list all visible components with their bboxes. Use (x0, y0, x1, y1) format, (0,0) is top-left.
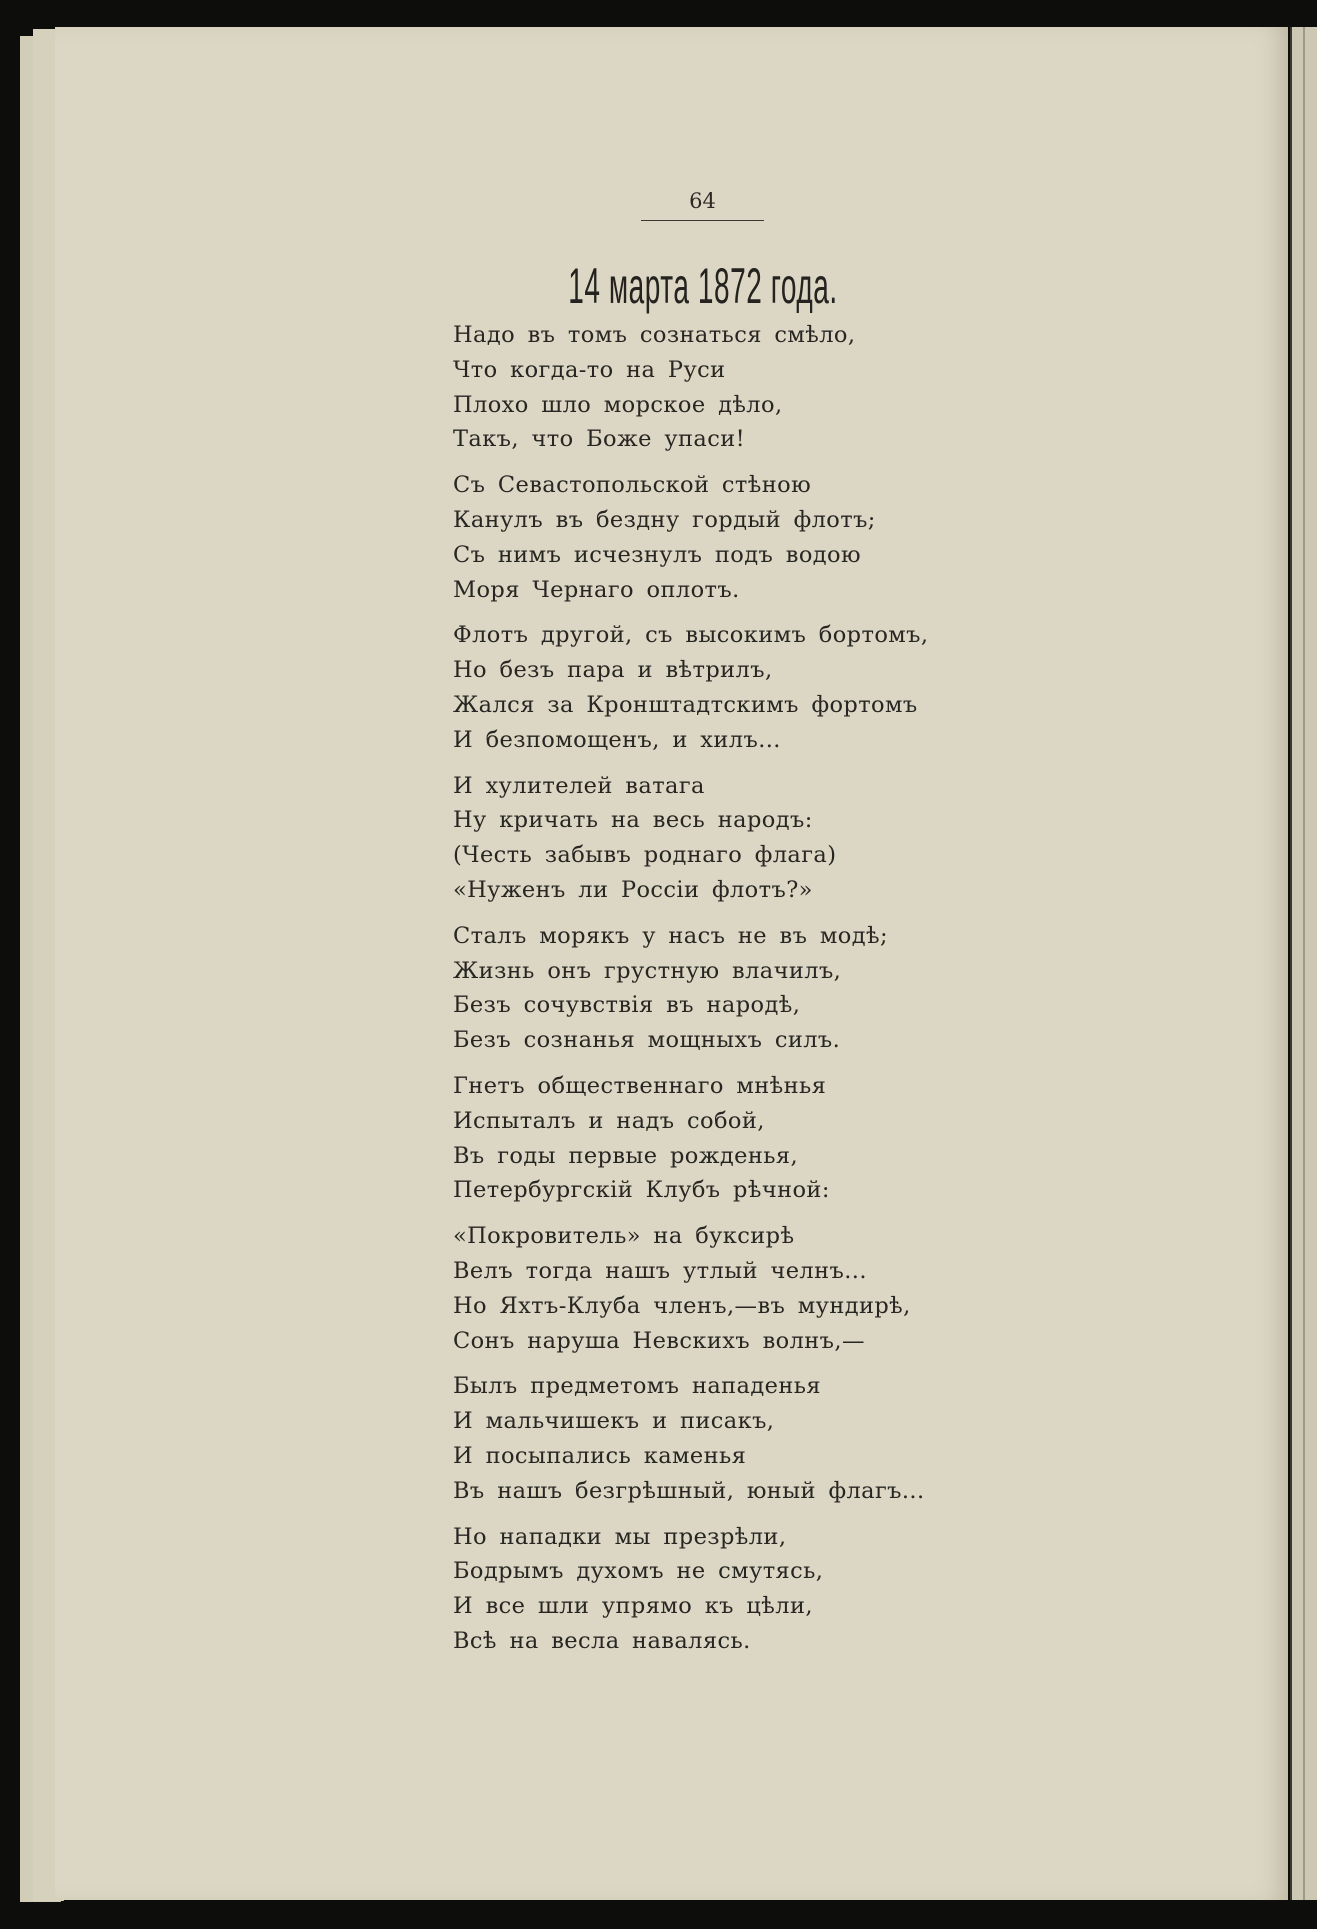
poem-line: Но нападки мы презрѣли, (453, 1523, 787, 1550)
poem-line: Плохо шло морское дѣло, (453, 391, 783, 418)
poem-line: Канулъ въ бездну гордый флотъ; (453, 506, 876, 533)
poem-line: И безпомощенъ, и хилъ... (453, 726, 781, 753)
poem-line: Съ Севастопольской стѣною (453, 472, 812, 499)
poem-line: Моря Чернаго оплотъ. (453, 576, 740, 603)
page-number: 64 (689, 189, 716, 213)
stanza (453, 1069, 928, 1208)
next-page-edge-line (1303, 27, 1305, 1900)
poem-line: «Покровитель» на буксирѣ (453, 1223, 795, 1250)
poem-line: Что когда-то на Руси (453, 356, 726, 383)
poem-line: И мальчишекъ и писакъ, (453, 1408, 775, 1435)
poem-body (453, 318, 928, 1670)
poem-line: Такъ, что Боже упаси! (453, 426, 746, 453)
poem-line: Но Яхтъ-Клуба членъ,—въ мундирѣ, (453, 1292, 911, 1319)
poem-line: Надо въ томъ сознаться смѣло, (453, 322, 856, 348)
poem-line: Безъ сочувствія въ народѣ, (453, 992, 801, 1019)
stanza (453, 1219, 928, 1358)
poem-title: 14 марта 1872 года. (568, 258, 838, 314)
poem-line: Испыталъ и надъ собой, (453, 1107, 765, 1134)
header-rule (641, 220, 764, 221)
poem-line: И хулителей ватага (453, 772, 705, 799)
poem-line: Съ нимъ исчезнулъ подъ водою (453, 541, 861, 568)
poem-line: Жизнь онъ грустную влачилъ, (453, 957, 842, 984)
poem-line: Жался за Кронштадтскимъ фортомъ (453, 691, 918, 718)
poem-line: Велъ тогда нашъ утлый челнъ... (453, 1257, 867, 1284)
poem-line: И все шли упрямо къ цѣли, (453, 1593, 813, 1620)
poem-line: Въ нашъ безгрѣшный, юный флагъ... (453, 1477, 925, 1504)
stanza (453, 919, 928, 1058)
poem-line: Сонъ наруша Невскихъ волнъ,— (453, 1327, 865, 1354)
stanza (453, 1369, 928, 1508)
poem-line: Флотъ другой, съ высокимъ бортомъ, (453, 622, 929, 649)
stanza (453, 468, 928, 607)
poem-line: Безъ сознанья мощныхъ силъ. (453, 1027, 841, 1054)
poem-line: Бодрымъ духомъ не смутясь, (453, 1558, 824, 1585)
stanza (453, 1520, 928, 1659)
poem-line: Всѣ на весла навалясь. (453, 1627, 751, 1654)
stanza (453, 618, 928, 757)
poem-line: Но безъ пара и вѣтрилъ, (453, 657, 773, 684)
poem-line: Ну кричать на весь народъ: (453, 807, 813, 834)
stanza (453, 769, 928, 908)
poem-line: Сталъ морякъ у насъ не въ модѣ; (453, 922, 888, 949)
stanza (453, 318, 928, 457)
poem-line: «Нуженъ ли Россіи флотъ?» (453, 876, 813, 903)
poem-line: Петербургскій Клубъ рѣчной: (453, 1177, 830, 1204)
poem-line: Былъ предметомъ нападенья (453, 1373, 821, 1400)
poem-line: Въ годы первые рожденья, (453, 1142, 799, 1169)
poem-line: Гнетъ общественнаго мнѣнья (453, 1072, 827, 1099)
poem-line: (Честь забывъ роднаго флага) (453, 842, 837, 869)
poem-line: И посыпались каменья (453, 1442, 747, 1469)
